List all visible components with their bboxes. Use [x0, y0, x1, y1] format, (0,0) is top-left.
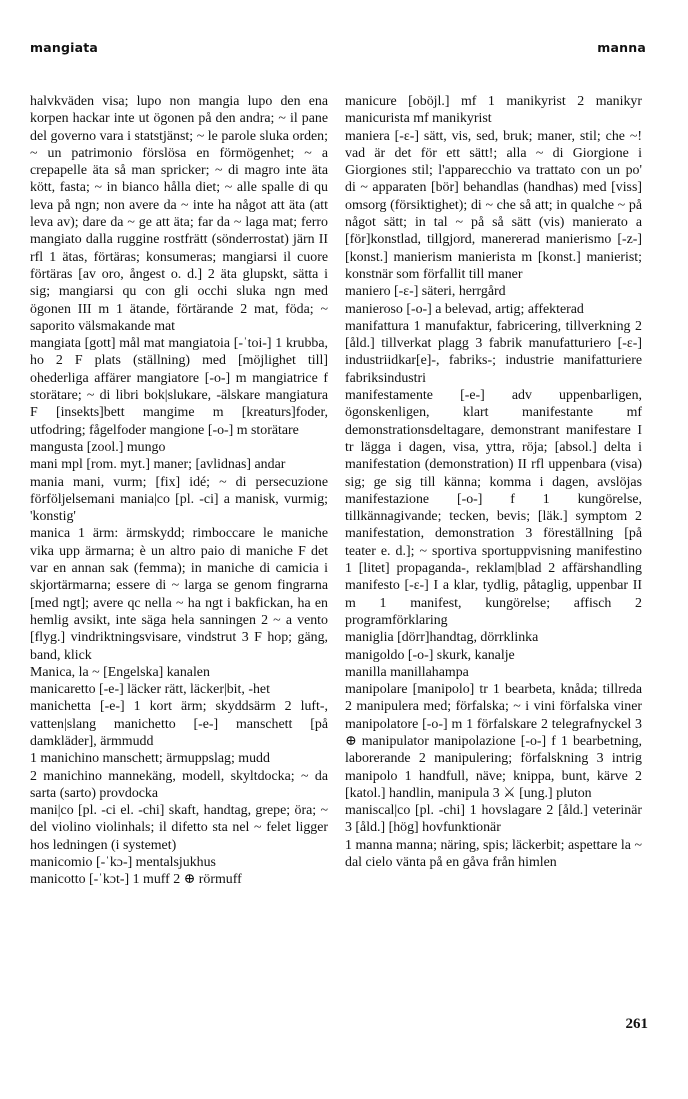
dictionary-entry: manichetta [-e-] 1 kort ärm; skyddsärm 2 luft-, vatten|slang manichetto [-e-] manschett [på damkläder], ärmmudd — [30, 699, 328, 749]
dictionary-entry: manilla manillahampa — [345, 664, 469, 680]
dictionary-entry: Manica, la ~ [Engelska] kanalen — [30, 664, 210, 680]
dictionary-entry: mangiata [gott] mål mat mangiatoia [-ˈtoi-] 1 krubba, ho 2 F plats (ställning) med [möjlighet till] ohederliga affärer mangiatore [-o-] m mangiatrice f storätare; ~ di libri bok|slukare, -älskare mangiatura F [insekts]bett mangime m [kreaturs]foder, utfodring; fågelfoder mangione [-o-] m storätare — [30, 336, 328, 438]
dictionary-entry: 2 manichino mannekäng, modell, skyltdocka; ~ da sarta (sarto) provdocka — [30, 768, 328, 801]
dictionary-entry: mangusta [zool.] mungo — [30, 439, 166, 455]
dictionary-entry: mania mani, vurm; [fix] idé; ~ di persecuzione förföljelsemani mania|co [pl. -ci] a manisk, vurmig; 'konstig' — [30, 474, 328, 525]
dictionary-entry: manicaretto [-e-] läcker rätt, läcker|bit, -het — [30, 682, 270, 698]
dictionary-entry: mani|co [pl. -ci el. -chi] skaft, handtag, grepe; öra; ~ del violino violinhals; il difetto sta nel ~ felet ligger hos ledningen (i systemet) — [30, 803, 328, 853]
dictionary-entry: maniera [-ɛ-] sätt, vis, sed, bruk; maner, stil; che ~! vad är det för ett sätt!; alla ~ di Giorgione i Giorgiones stil; l'apparecchio va trattato con un po' di ~ apparaten [bör] behandlas (handhas) med [viss] omsorg (försiktighet); di ~ che så att; in qualche ~ på något sätt; in tal ~ på så sätt (vis) manierato a [för]konstlad, tillgjord, manererad manierismo [-z-] [konst.] manierism manierista m [konst.] manierist; konstnär som förfallit till maner — [345, 128, 642, 282]
dictionary-entry: manicomio [-ˈkɔ-] mentalsjukhus — [30, 855, 216, 871]
dictionary-entry: manigoldo [-o-] skurk, kanalje — [345, 647, 515, 663]
dictionary-entry: manicure [oböjl.] mf 1 manikyrist 2 manikyr manicurista mf manikyrist — [345, 94, 642, 127]
dictionary-entry: manicotto [-ˈkɔt-] 1 muff 2 ⊕ rörmuff — [30, 872, 242, 888]
page-number: 261 — [625, 1016, 648, 1032]
dictionary-entry: halvkväden visa; lupo non mangia lupo den ena korpen hackar inte ut ögonen på den andra; ~ il pane del governo vara i statstjänst; ~ le parole sluka orden; ~ un patrimonio förslösa en förmögenhet; ~ a crepapelle äta så man spricker; ~ di magro inte äta kött, fasta; ~ in bianco hålla diet; ~ alle spalle di qu leva på ngn; non avere da ~ inte ha något att äta (att leva av); dare da ~ ge att äta; far da ~ laga mat; ferro mangiato dalla ruggine rostfrätt (sönderrostat) järn II rfl 1 ätas, förtäras; konsumeras; mangiarsi il cuore förtäras [av oro, ångest o. d.] 2 äta glupskt, sätta i sig; mangiarsi qu con gli occhi sluka ngn med ögonen III m 1 ätande, förtärande 2 mat, föda; ~ saporito välsmakande mat — [30, 94, 328, 334]
dictionary-entry: maniglia [dörr]handtag, dörrklinka — [345, 630, 539, 646]
dictionary-entry: manifestamente [-e-] adv uppenbarligen, ögonskenligen, klart manifestante mf demonstrationsdeltagare, demonstrant manifestare I tr lägga i dagen, visa, yttra, röja; [absol.] delta i manifestation (demonstration) II rfl uppenbara (visa) sig; ge sig till känna; komma i dagen, avslöjas manifestazione [-o-] f 1 kungörelse, tillkännagivande; tecken, bevis; [läk.] symptom 2 manifestation, demonstration 3 föreställning [på teater e. d.]; ~ sportiva sportuppvisning manifestino 1 [litet] propaganda-, reklam|blad 2 affärshandling manifesto [-ɛ-] I a klar, tydlig, påtaglig, uppenbar II m 1 manifest, kungörelse; affisch 2 programförklaring — [345, 388, 642, 628]
dictionary-entry: manieroso [-o-] a belevad, artig; affekterad — [345, 301, 584, 317]
dictionary-entry: 1 manichino manschett; ärmuppslag; mudd — [30, 751, 270, 767]
dictionary-entry: manica 1 ärm: ärmskydd; rimboccare le maniche vika upp ärmarna; è un altro paio di maniche F det var en annan sak (femma); in maniche di camicia i skjortärmarna; essere di ~ larga se genom fingrarna [med ngt]; avere qc nella ~ ha ngt i bakfickan, ha en hemlig avsikt, inte säga hela sanningen 2 ~ a vento [flyg.] vindriktningsvisare, vindstrut 3 F hop; gäng, band, klick — [30, 526, 328, 663]
running-head-left: mangiata — [30, 40, 99, 55]
dictionary-entry: mani mpl [rom. myt.] maner; [avlidnas] andar — [30, 457, 286, 473]
dictionary-entry: 1 manna manna; näring, spis; läckerbit; aspettare la ~ dal cielo vänta på en gåva från himlen — [345, 837, 642, 871]
right-column — [345, 93, 642, 871]
left-column — [30, 93, 328, 889]
dictionary-entry: manipolare [manipolo] tr 1 bearbeta, knåda; tillreda 2 manipulera med; förfalska; ~ i vini förfalska viner manipolatore [-o-] m 1 förfalskare 2 telegrafnyckel 3 ⊕ manipulator manipolazione [-o-] f 1 bearbetning, laborerande 2 manipulering; förfalskning 3 intrig manipolo 1 handfull, näve; knippa, bunt, kärve 2 [katol.] handlin, manipula 3 ⚔ [ung.] pluton — [345, 682, 642, 801]
running-head-right: manna — [597, 40, 646, 55]
dictionary-entry: maniero [-ɛ-] säteri, herrgård — [345, 284, 506, 300]
dictionary-entry: maniscal|co [pl. -chi] 1 hovslagare 2 [åld.] veterinär 3 [åld.] [hög] hovfunktionär — [345, 803, 642, 836]
dictionary-entry: manifattura 1 manufaktur, fabricering, tillverkning 2 [åld.] tillverkat plagg 3 fabrik manufatturiero [-ɛ-] industriidkar[e]-, fabriks-; industrie manifatturiere fabriksindustri — [345, 318, 642, 386]
